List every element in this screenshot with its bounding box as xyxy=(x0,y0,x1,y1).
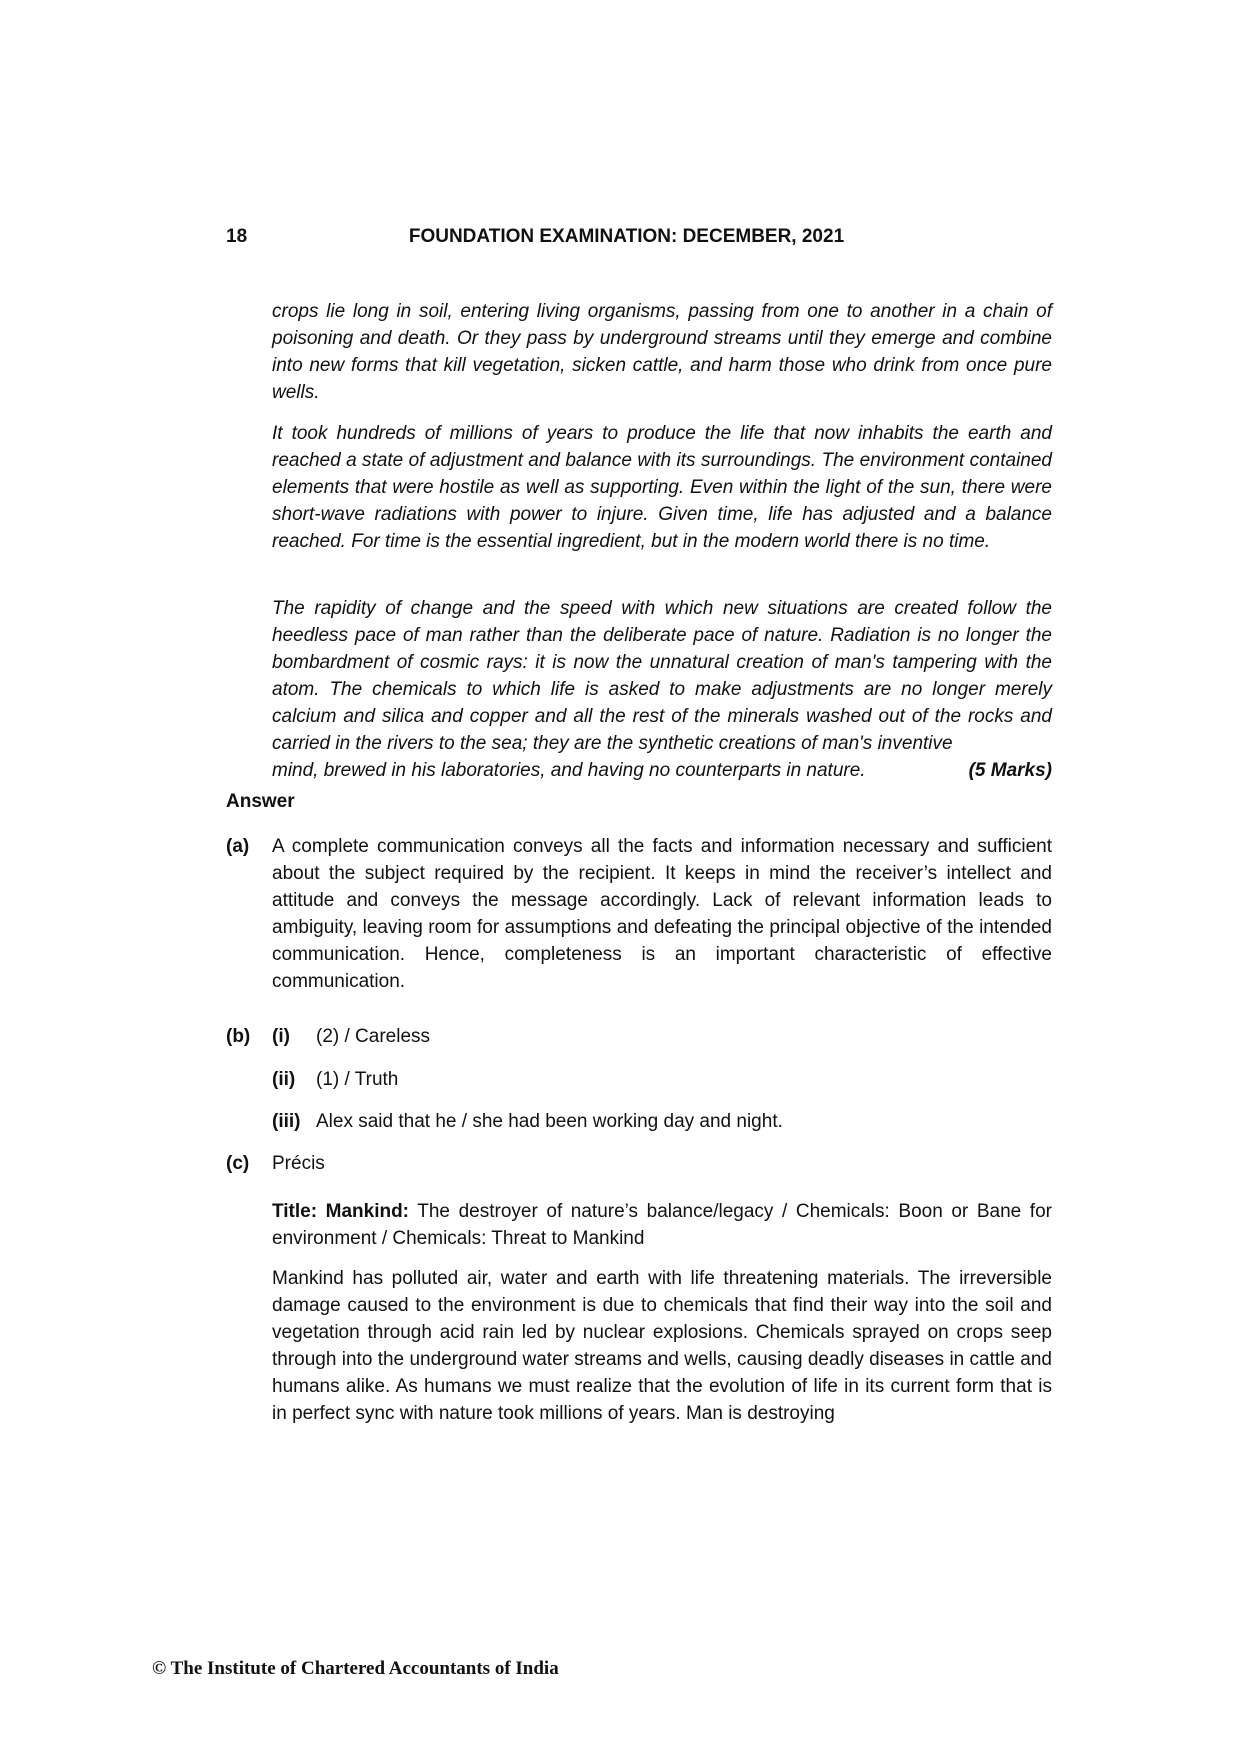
footer-copyright: © The Institute of Chartered Accountants of India xyxy=(152,1658,559,1679)
passage-paragraph-3: The rapidity of change and the speed with which new situations are created follow the heedless pace of man rather than the deliberate pace of nature. Radiation is no longer the bombardment of cosmic rays: it is now the unnatural creation of man's tampering with the atom. The chemicals to which life is asked to make adjustments are no longer merely calcium and silica and copper and all the rest of the minerals washed out of the rocks and carried in the rivers to the sea; they are the synthetic creations of man's inventive xyxy=(272,598,1052,754)
precis-title xyxy=(272,1198,1052,1252)
passage-paragraph-2: It took hundreds of millions of years to produce the life that now inhabits the earth and reached a state of adjustment and balance with its surroundings. The environment contained elements that were hostile as well as supporting. Even within the light of the sun, there were short-wave radiations with power to injure. Given time, life has adjusted and a balance reached. For time is the essential ingredient, but in the modern world there is no time. xyxy=(272,423,1052,552)
precis-body: Mankind has polluted air, water and earth with life threatening materials. The irreversible damage caused to the environment is due to chemicals that find their way into the soil and vegetation through acid rain led by nuclear explosions. Chemicals sprayed on crops seep through into the underground water streams and wells, causing deadly diseases in cattle and humans alike. As humans we must realize that the evolution of life in its current form that is in perfect sync with nature took millions of years. Man is destroying xyxy=(272,1268,1052,1424)
answer-a-text: A complete communication conveys all the facts and information necessary and sufficient about the subject required by the recipient. It keeps in mind the receiver’s intellect and attitude and conveys the message accordingly. Lack of relevant information leads to ambiguity, leaving room for assumptions and defeating the principal objective of the intended communication. Hence, completeness is an important characteristic of effective communication. xyxy=(272,836,1052,992)
answer-heading: Answer xyxy=(226,791,295,812)
answer-b-iii-label: (iii) xyxy=(272,1111,301,1132)
answer-a-label: (a) xyxy=(226,836,250,857)
passage-paragraph-3-last-line xyxy=(272,757,1052,784)
page-number: 18 xyxy=(226,226,248,247)
page-header-title: FOUNDATION EXAMINATION: DECEMBER, 2021 xyxy=(408,226,845,247)
precis-title-label: Title: Mankind: xyxy=(272,1201,410,1222)
answer-c-heading: Précis xyxy=(272,1153,325,1174)
answer-b-label: (b) xyxy=(226,1026,251,1047)
answer-b-i-text: (2) / Careless xyxy=(316,1026,431,1047)
answer-b-iii-text: Alex said that he / she had been working day and night. xyxy=(316,1111,783,1132)
passage-last-line-text: mind, brewed in his laboratories, and having no counterparts in nature. xyxy=(272,760,866,781)
answer-b-ii-text: (1) / Truth xyxy=(316,1069,399,1090)
answer-c-label: (c) xyxy=(226,1153,250,1174)
passage-paragraph-1: crops lie long in soil, entering living organisms, passing from one to another in a chain of poisoning and death. Or they pass by underground streams until they emerge and combine into new forms that kill vegetation, sicken cattle, and harm those who drink from once pure wells. xyxy=(272,301,1052,403)
marks-label: (5 Marks) xyxy=(968,760,1052,781)
answer-b-i-label: (i) xyxy=(272,1026,290,1047)
answer-b-ii-label: (ii) xyxy=(272,1069,296,1090)
precis-title-text: The destroyer of nature’s balance/legacy / Chemicals: Boon or Bane for environment / Chemicals: Threat to Mankind xyxy=(272,1201,1052,1249)
